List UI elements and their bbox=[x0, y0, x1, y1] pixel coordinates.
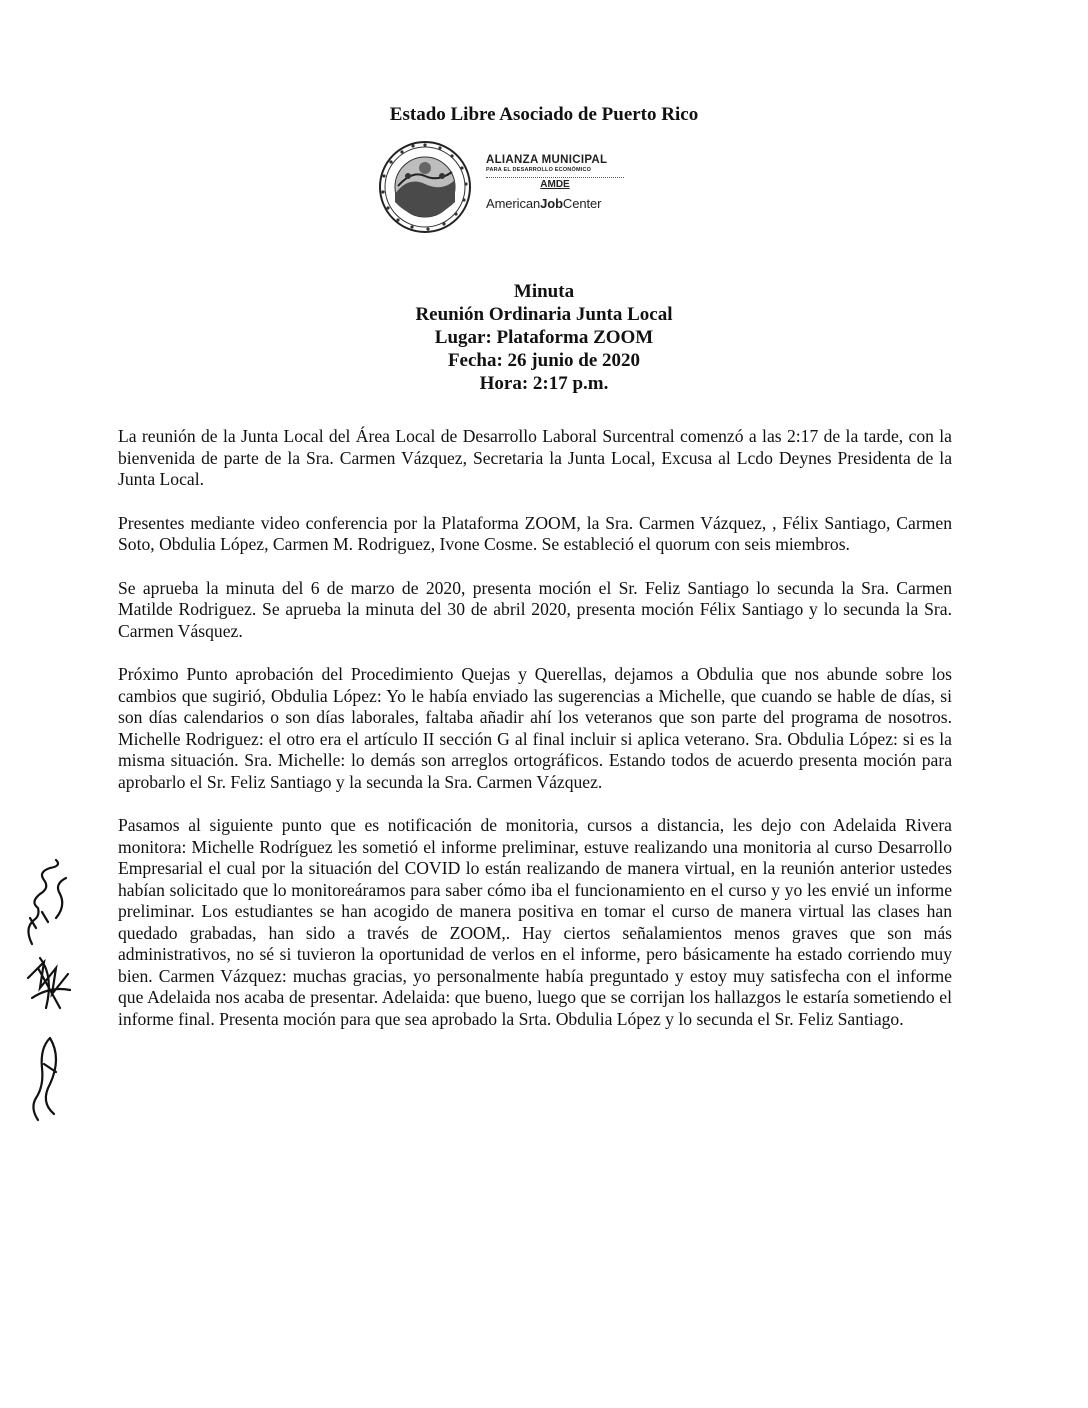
paragraph-attendance: Presentes mediante video conferencia por la Plataforma ZOOM, la Sra. Carmen Vázquez, , Félix Santiago, Carmen Soto, Obdulia López, Carmen M. Rodriguez, Ivone Cosme. Se estableció el quorum con seis miembros. bbox=[118, 512, 952, 554]
meeting-type: Reunión Ordinaria Junta Local bbox=[415, 304, 673, 325]
paragraph-complaints-procedure: Próximo Punto aprobación del Procedimiento Quejas y Querellas, dejamos a Obdulia que nos abunde sobre los cambios que sugirió, Obdulia López: Yo le había enviado las sugerencias a Michelle, que cuando se hable de días, si son días calendarios o son días laborales, faltaba añadir ahí los veteranos que son parte del programa de nosotros. Michelle Rodriguez: el otro era el artículo II sección G al final incluir si aplica veterano. Sra. Obdulia López: si es la misma situación. Sra. Michelle: lo demás son arreglos ortográficos. Estando todos de acuerdo presenta moción para aprobarlo el Sr. Feliz Santiago y la secunda la Sra. Carmen Vázquez. bbox=[118, 664, 952, 792]
american-job-center-logo bbox=[486, 196, 636, 211]
ajc-prefix: American bbox=[486, 196, 541, 211]
handwritten-initials-icon bbox=[10, 858, 90, 1138]
municipal-seal-icon bbox=[378, 140, 474, 236]
minutes-body bbox=[118, 426, 952, 1052]
ajc-suffix: Center bbox=[562, 196, 602, 211]
minutes-title-block bbox=[0, 280, 1088, 395]
paragraph-monitoring: Pasamos al siguiente punto que es notificación de monitoria, cursos a distancia, les dejo con Adelaida Rivera monitora: Michelle Rodríguez les sometió el informe preliminar, estuve realizando una monitoria al curso Desarrollo Empresarial el cual por la situación del COVID lo están realizando de manera virtual, en la reunión anterior ustedes habían solicitado que lo monitoreáramos para saber cómo iba el funcionamiento en el curso y yo les envié un informe preliminar. Los estudiantes se han acogido de manera positiva en tomar el curso de manera virtual las clases han quedado grabadas, han sido a través de ZOOM,. Hay ciertos señalamientos menos graves que son más administrativos, no sé si tuvieron la oportunidad de verlos en el informe, pero básicamente ha estado corriendo muy bien. Carmen Vázquez: muchas gracias, yo personalmente había preguntado y estoy muy satisfecha con el informe que Adelaida nos acaba de presentar. Adelaida: que bueno, luego que se corrijan los hallazgos le estaría sometiendo el informe final. Presenta moción para que sea aprobado la Srta. Obdulia López y lo secunda el Sr. Feliz Santiago. bbox=[118, 815, 952, 1029]
meeting-time: Hora: 2:17 p.m. bbox=[479, 373, 609, 394]
meeting-location: Lugar: Plataforma ZOOM bbox=[434, 327, 654, 348]
page-header-title: Estado Libre Asociado de Puerto Rico bbox=[389, 104, 699, 125]
organization-logo bbox=[378, 140, 638, 236]
org-subtitle: PARA EL DESARROLLO ECONÓMICO bbox=[486, 167, 592, 173]
org-name: ALIANZA MUNICIPAL bbox=[486, 154, 608, 166]
paragraph-approval: Se aprueba la minuta del 6 de marzo de 2020, presenta moción el Sr. Feliz Santiago lo secunda la Sra. Carmen Matilde Rodriguez. Se aprueba la minuta del 30 de abril 2020, presenta moción Félix Santiago y lo secunda la Sra. Carmen Vásquez. bbox=[118, 577, 952, 641]
org-acronym: AMDE bbox=[540, 179, 570, 190]
meeting-date: Fecha: 26 junio de 2020 bbox=[447, 350, 641, 371]
org-divider bbox=[486, 177, 624, 178]
paragraph-opening: La reunión de la Junta Local del Área Local de Desarrollo Laboral Surcentral comenzó a las 2:17 de la tarde, con la bienvenida de parte de la Sra. Carmen Vázquez, Secretaria la Junta Local, Excusa al Lcdo Deynes Presidenta de la Junta Local. bbox=[118, 426, 952, 489]
ajc-bold: Job bbox=[540, 196, 563, 211]
minutes-title: Minuta bbox=[513, 281, 575, 302]
organization-text bbox=[486, 154, 636, 211]
